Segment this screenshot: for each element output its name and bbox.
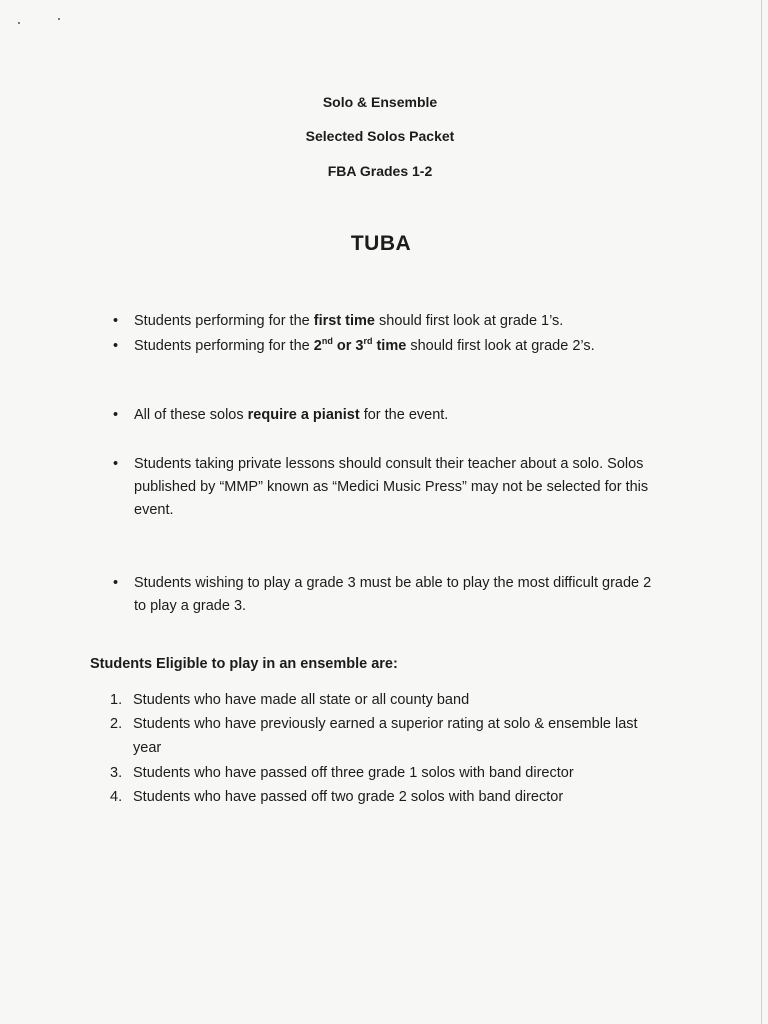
bullet-icon: • [113, 456, 119, 472]
bullet-icon: • [113, 575, 119, 591]
header-line-1: Solo & Ensemble [322, 94, 438, 110]
scan-speck [18, 22, 20, 24]
list-item: 4. Students who have passed off two grade 2 solos with band director [110, 789, 564, 805]
bullet-icon: • [113, 313, 119, 329]
header-line-3: FBA Grades 1-2 [327, 163, 433, 179]
bullet-text: Students taking private lessons should consult their teacher about a solo. Solos published by “MMP” known as “Medici Music Press” may not be selected for this event. [134, 456, 649, 518]
bullet-text: All of these solos require a pianist for the event. [134, 407, 449, 423]
list-item: 3. Students who have passed off three grade 1 solos with band director [110, 765, 574, 781]
bullet-pianist [113, 404, 673, 427]
ensemble-heading: Students Eligible to play in an ensemble are: [90, 656, 398, 672]
list-item: 2. Students who have previously earned a superior rating at solo & ensemble last year [110, 716, 638, 756]
bullet-text: Students performing for the first time should first look at grade 1’s. [134, 313, 564, 329]
page-title: TUBA [350, 232, 412, 255]
bullet-private-lessons [113, 453, 658, 522]
bullet-text: Students wishing to play a grade 3 must be able to play the most difficult grade 2 to play a grade 3. [134, 575, 652, 614]
scan-speck [58, 18, 60, 20]
bullet-icon: • [113, 338, 119, 354]
bullet-first-time [113, 310, 673, 333]
header-line-2: Selected Solos Packet [305, 128, 455, 144]
bullet-icon: • [113, 407, 119, 423]
bullet-grade-3 [113, 572, 653, 618]
bullet-second-third-time [113, 335, 673, 358]
list-item: 1. Students who have made all state or all county band [110, 692, 470, 708]
bullet-text: Students performing for the 2nd or 3rd time should first look at grade 2’s. [134, 336, 595, 354]
scan-edge-line [761, 0, 762, 1024]
